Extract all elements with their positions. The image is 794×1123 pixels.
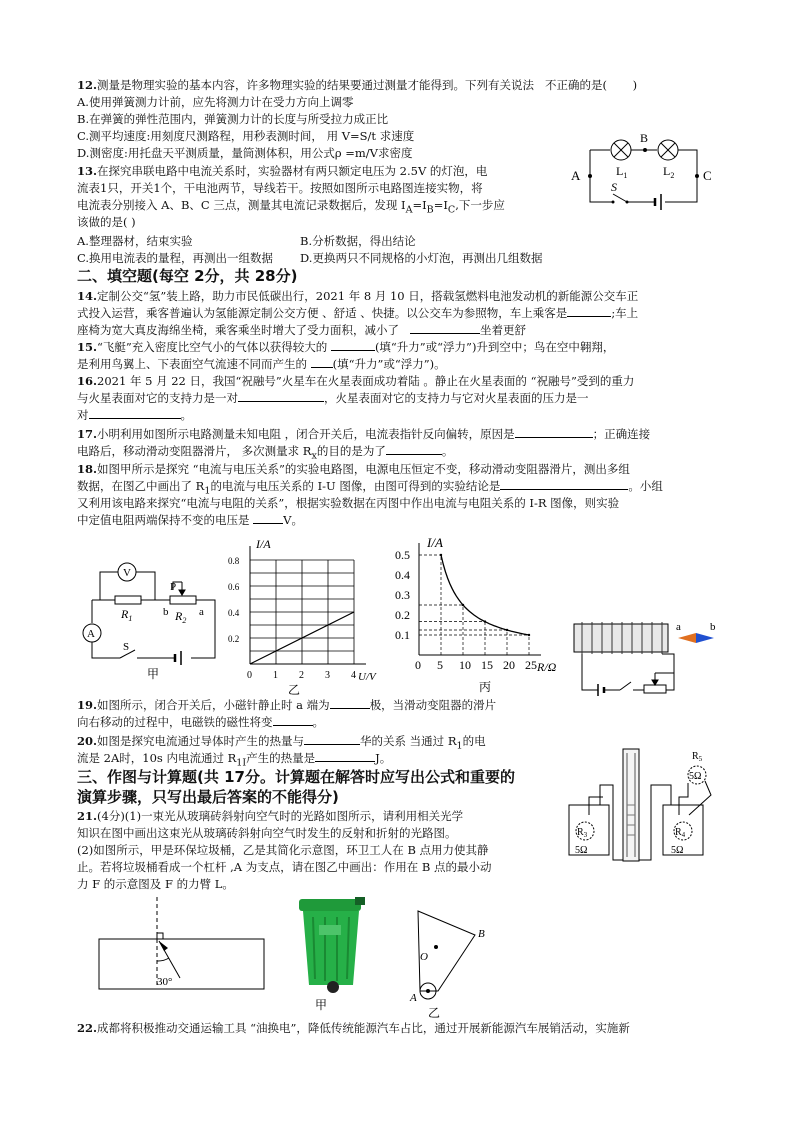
glass-block (99, 939, 264, 989)
q15-line2 (77, 356, 446, 372)
q15-blank2 (311, 356, 333, 368)
q15-blank1 (331, 339, 375, 351)
label-l2: $L_2$ (663, 164, 675, 180)
bin-lid (299, 899, 361, 911)
y-tick-label: 0.4 (228, 608, 240, 618)
q13-eq1: =I (412, 198, 427, 212)
q20-text2-end: J。 (375, 751, 392, 765)
section-3-heading-line2: 演算步骤，只写出最后答案的不能得分) (77, 788, 339, 806)
label-s: S (123, 641, 130, 653)
q16-blank1 (238, 390, 324, 402)
q13-line1 (77, 163, 487, 179)
q15-text1-mid: (填“升力”或“浮力”)升到空中；鸟在空中翱翔， (374, 340, 615, 354)
x-axis-label: R/Ω (537, 660, 557, 674)
bin-body (303, 911, 359, 985)
q13-option-a: A.整理器材，结束实验 (77, 234, 193, 248)
q19-line2 (77, 714, 324, 730)
q18-text2-end: 。小组 (628, 479, 663, 493)
q13-sub-a: A (405, 204, 413, 216)
q19-text1: 如图所示，闭合开关后，小磁针静止时 a 端为 (97, 698, 330, 712)
label-b: B (478, 928, 485, 940)
pivot-a (426, 989, 430, 993)
label-p: P (170, 581, 177, 593)
ray-arrow (159, 941, 168, 951)
q18-text4-end: V。 (283, 513, 303, 527)
label-ohm-r3: 5Ω (575, 845, 588, 856)
q13-number: 13. (77, 164, 98, 178)
chart-bing-ir (395, 535, 565, 695)
q22-number: 22. (77, 1021, 98, 1035)
q21-lever-figure (400, 905, 500, 1020)
caption-yi: 乙 (288, 683, 301, 697)
q18-line4 (77, 512, 303, 528)
q14-text3-end: 坐着更舒 (479, 323, 526, 337)
q17-text2-end: 的目的是为了 (316, 444, 386, 458)
q19-text2-end: 。 (312, 715, 324, 729)
q21-trash-bin-figure (285, 893, 385, 1013)
point-o (434, 945, 438, 949)
q12-option-d: D.测密度:用托盘天平测质量，量筒测体积，用公式ρ =m/V求密度 (77, 146, 413, 160)
y-tick-label: 0.8 (228, 556, 240, 566)
caption-jia: 甲 (147, 667, 160, 681)
rheostat (644, 685, 666, 693)
point-c (695, 174, 699, 178)
q16-text3-end: 。 (180, 408, 192, 422)
q16-blank2 (89, 407, 181, 419)
rheostat-r2 (170, 596, 196, 604)
label-r1: $R_1$ (121, 607, 133, 623)
q15-number: 15. (77, 340, 98, 354)
q17-text2-end2: 。 (441, 444, 454, 458)
q21-line5: 力 F 的示意图及 F 的力臂 L。 (77, 877, 234, 891)
q17-blank1 (515, 426, 593, 438)
label-r3: $R_3$ (577, 827, 588, 839)
q15-text2-end: (填“升力”或“浮力”)。 (332, 357, 446, 371)
q20-heating-figure (555, 745, 730, 870)
q12-emphasis: 不正确的是( (544, 78, 607, 92)
bin-label (319, 925, 341, 935)
point-a (588, 174, 592, 178)
q21-text1: (4分)(1)一束光从玻璃砖斜射向空气时的光路如图所示，请利用相关光学 (97, 809, 464, 823)
q13-eq2: =I (433, 198, 448, 212)
caption-yi: 乙 (428, 1006, 441, 1020)
q18-number: 18. (77, 462, 98, 476)
x-tick-label: 0 (415, 658, 421, 672)
q17-text2: 电路后，移动滑动变阻器滑片， 多次测量求 R (77, 444, 312, 458)
q20-text2: 流是 2A时，10s 内电流通过 R (77, 751, 237, 765)
q17-text1: 小明利用如图所示电路测量未知电阻 ，闭合开关后，电流表指针反向偏转，原因是 (97, 427, 515, 441)
q17-blank2 (386, 443, 442, 455)
x-tick-label: 0 (247, 670, 252, 681)
q16-line3 (77, 407, 192, 423)
section-2-heading: 二、填空题(每空 2分，共 28分) (77, 267, 298, 285)
q20-sub2: 1I (236, 757, 247, 769)
x-tick-label: 5 (437, 658, 443, 672)
q19-blank1 (330, 697, 370, 709)
label-b: B (640, 131, 649, 145)
q13-sub-b: B (426, 204, 434, 216)
q13-line2: 流表1只，开关1个，干电池两节，导线若干。按照如图所示电路图连接实物，将 (77, 181, 483, 195)
label-r5: $R_5$ (692, 751, 703, 763)
label-b: b (710, 621, 716, 633)
q13-text3: 电流表分别接入 A、B、C 三点，测量其电流记录数据后，发现 I (77, 198, 406, 212)
q14-text2: 式投入运营，乘客普遍认为氢能源定制公交方便 、舒适 、快捷。以公交车为参照物，车上乘客是 (77, 306, 568, 320)
q14-text3: 座椅为宽大真皮海绵坐椅，乘客乘坐时增大了受力面积，减小了 (77, 323, 399, 337)
iron-core (574, 624, 668, 652)
q20-blank1 (304, 733, 360, 745)
x-tick-label: 3 (325, 670, 330, 681)
q21-line3: (2)如图所示，甲是环保垃圾桶，乙是其简化示意图，环卫工人在 B 点用力使其静 (77, 843, 489, 857)
q18-text2: 数据，在图乙中画出了 R (77, 479, 205, 493)
q16-text1: 2021 年 5 月 22 日，我国“祝融号”火星车在火星表面成功着陆 。静止在火星表面的 “祝融号”受到的重力 (97, 374, 635, 388)
q20-blank2 (315, 750, 375, 762)
q19-text1-end: 极，当滑动变阻器的滑片 (369, 698, 497, 712)
q12-bracket: ) (632, 78, 638, 92)
q17-line1 (77, 426, 650, 442)
y-tick-label: 0.6 (228, 582, 240, 592)
q13-line3 (77, 197, 505, 218)
q14-line1 (77, 288, 638, 304)
q14-blank2 (410, 322, 480, 334)
label-r2: $R_2$ (175, 609, 187, 625)
x-tick-label: 25 (525, 658, 537, 672)
label-o: O (420, 951, 428, 963)
q12-option-a: A.使用弹簧测力计前，应先将测力计在受力方向上调零 (77, 95, 354, 109)
q12-stem (77, 77, 637, 93)
q18-blank1 (500, 478, 628, 490)
caption-bing: 丙 (479, 680, 492, 694)
slider-arrow (179, 590, 185, 595)
q20-text1-mid: 华的关系 当通过 R (360, 734, 457, 748)
x-axis-label: U/V (358, 671, 376, 683)
q18-sub: 1 (204, 485, 211, 497)
x-tick-label: 10 (459, 658, 471, 672)
q13-line4: 该做的是( ) (77, 215, 136, 229)
q12-option-b: B.在弹簧的弹性范围内，弹簧测力计的长度与所受拉力成正比 (77, 112, 389, 126)
q19-number: 19. (77, 698, 98, 712)
point-b (643, 148, 647, 152)
compass-needle-a (678, 633, 696, 643)
q13-text1: 在探究串联电路中电流关系时，实验器材有两只额定电压为 2.5V 的灯泡，电 (97, 164, 488, 178)
q15-text2: 是利用鸟翼上、下表面空气流速不同而产生的 (77, 357, 307, 371)
label-l1: $L_1$ (616, 164, 628, 180)
q21-number: 21. (77, 809, 98, 823)
section-3-heading-line1: 三、作图与计算题(共 17分。计算题在解答时应写出公式和重要的 (77, 768, 515, 786)
bin-handle (355, 897, 365, 905)
q15-line1 (77, 339, 614, 355)
data-point (506, 629, 508, 631)
label-angle: 30° (157, 976, 173, 988)
resistor-r1 (115, 596, 141, 604)
q13-sub-c: C (447, 204, 456, 216)
y-tick-label: 0.3 (395, 588, 410, 602)
data-point (528, 634, 530, 636)
q13-option-d: D.更换两只不同规格的小灯泡，再测出几组数据 (300, 251, 543, 265)
q20-text1-end: 的电 (462, 734, 486, 748)
data-point (440, 554, 442, 556)
label-c: C (703, 168, 712, 183)
x-tick-label: 15 (481, 658, 493, 672)
q18-text1: 如图甲所示是探究 “电流与电压关系”的实验电路图，电源电压恒定不变，移动滑动变阻器滑片，测出多组 (97, 462, 630, 476)
q20-text1: 如图是探究电流通过导体时产生的热量与 (97, 734, 305, 748)
label-r4: $R_4$ (675, 827, 686, 839)
q20-number: 20. (77, 734, 98, 748)
x-tick-label: 2 (299, 670, 304, 681)
q12-stem-text: 测量是物理实验的基本内容，许多物理实验的结果要通过测量才能得到。下列有关说法 (97, 78, 535, 92)
q21-glass-block-figure (95, 895, 270, 995)
q14-text1: 定制公交“氢”装上路，助力市民低碳出行，2021 年 8 月 10 日，搭载氢燃料电池发动机的新能源公交车正 (97, 289, 639, 303)
y-tick-label: 0.1 (395, 628, 410, 642)
switch-s (613, 194, 627, 202)
q13-text3-end: ,下一步应 (455, 198, 505, 212)
q18-line1 (77, 461, 630, 477)
y-axis-label: I/A (256, 537, 271, 551)
label-a: A (410, 992, 417, 1004)
x-tick-label: 1 (273, 670, 278, 681)
q13-option-c: C.换用电流表的量程，再测出一组数据 (77, 251, 274, 265)
q17-sub: x (311, 450, 317, 462)
x-tick-label: 20 (503, 658, 515, 672)
label-ohm-r5: 5Ω (689, 771, 702, 782)
y-tick-label: 0.5 (395, 548, 410, 562)
q18-blank2 (253, 512, 283, 524)
q17-text1-end: ；正确连接 (592, 427, 651, 441)
label-ohm-r4: 5Ω (671, 845, 684, 856)
q16-text3: 对 (77, 408, 89, 422)
bin-wheel (327, 981, 339, 993)
label-v: V (123, 567, 131, 579)
q18-line3: 又利用该电路来探究“电流与电阻的关系”，根据实验数据在丙图中作出电流与电阻关系的 I-R 图像，则实验 (77, 496, 620, 510)
q19-text2: 向右移动的过程中，电磁铁的磁性将变 (77, 715, 273, 729)
label-s: S (611, 180, 617, 194)
y-tick-label: 0.2 (395, 608, 410, 622)
q21-line2: 知识在图中画出这束光从玻璃砖斜射向空气时发生的反射和折射的光路图。 (77, 826, 457, 840)
q15-text1: “飞艇”充入密度比空气小的气体以获得较大的 (97, 340, 328, 354)
q21-line4: 止。若将垃圾桶看成一个杠杆 ,A 为支点，请在图乙中画出：作用在 B 点的最小动 (77, 860, 492, 874)
q20-text2-mid: 产生的热量是 (246, 751, 316, 765)
q21-line1 (77, 808, 463, 824)
q12-number: 12. (77, 78, 98, 92)
label-b: b (163, 606, 169, 618)
data-point (462, 604, 464, 606)
label-ammeter-a: A (87, 628, 95, 640)
fig-jia-circuit (75, 560, 225, 685)
q19-electromagnet-figure (568, 618, 728, 703)
q14-number: 14. (77, 289, 98, 303)
label-a: A (571, 168, 581, 183)
label-a: a (199, 606, 204, 618)
q16-text2: 与火星表面对它的支持力是一对 (77, 391, 238, 405)
y-tick-label: 0.2 (228, 634, 240, 644)
q18-text4: 中定值电阻两端保持不变的电压是 (77, 513, 250, 527)
q13-option-b: B.分析数据，得出结论 (300, 234, 416, 248)
switch (620, 682, 631, 690)
q22-text1: 成都将积极推动交通运输工具 “油换电”，降低传统能源汽车占比，通过开展新能源汽车展销活动，实施新 (97, 1021, 630, 1035)
label-a: a (676, 621, 681, 633)
q16-line2 (77, 390, 589, 406)
q16-line1 (77, 373, 634, 389)
compass-needle-b (696, 633, 714, 643)
q12-option-c: C.测平均速度:用刻度尺测路程，用秒表测时间， 用 V=S/t 求速度 (77, 129, 415, 143)
chart-yi-iu (228, 538, 388, 698)
q19-blank2 (273, 714, 313, 726)
u-tube-right (637, 785, 671, 860)
q16-text2-mid: ，火星表面对它的支持力与它对火星表面的压力是一 (324, 391, 589, 405)
q14-text2-end: ;车上 (611, 306, 639, 320)
q19-line1 (77, 697, 496, 713)
q14-blank1 (567, 305, 611, 317)
q22-line1 (77, 1020, 630, 1036)
q18-text2-mid: 的电流与电压关系的 I-U 图像，由图可得到的实验结论是 (210, 479, 501, 493)
y-tick-label: 0.4 (395, 568, 410, 582)
y-axis-label: I/A (427, 535, 443, 550)
x-tick-label: 4 (351, 670, 356, 681)
data-point (484, 620, 486, 622)
q20-sub1: 1 (456, 740, 463, 752)
q14-line3 (77, 322, 526, 338)
q14-line2 (77, 305, 638, 321)
caption-jia: 甲 (315, 998, 328, 1012)
q16-number: 16. (77, 374, 98, 388)
q13-circuit-diagram (565, 130, 725, 215)
q17-number: 17. (77, 427, 98, 441)
